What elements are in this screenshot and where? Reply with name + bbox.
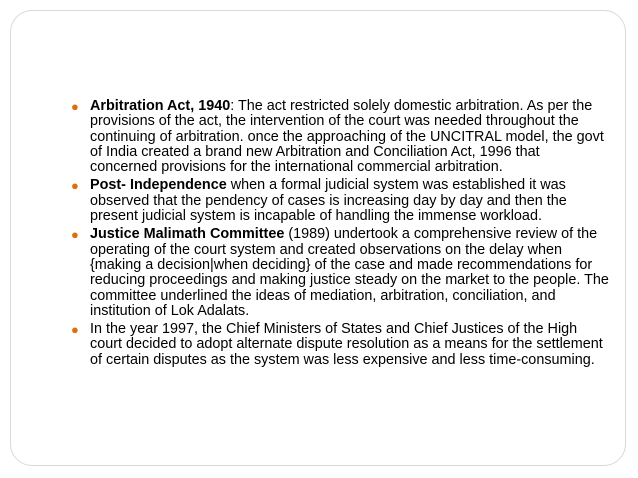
point-term: Post- Independence <box>90 177 227 194</box>
bullet-icon: ● <box>71 227 79 243</box>
bullet-list <box>70 99 610 371</box>
list-item <box>70 322 610 368</box>
point-term: Arbitration Act, 1940 <box>90 98 231 114</box>
bullet-icon: ● <box>71 99 79 114</box>
list-item <box>70 178 610 224</box>
point-text: : The act restricted solely domestic arbitration. As per the provisions of the act, the intervention of the court was needed throughout the continuing of arbitration. once the approaching of the UNCITRAL model, the govt of India created a brand new Arbitration and Conciliation Act, 1996 that concerned provisions for the international commercial arbitration. <box>90 98 604 176</box>
point-text: In the year 1997, the Chief Ministers of States and Chief Justices of the High court decided to adopt alternate dispute resolution as a means for the settlement of certain disputes as the system was less expensive and less time-consuming. <box>90 321 603 368</box>
bullet-icon: ● <box>71 178 79 194</box>
point-term: Justice Malimath Committee <box>90 226 285 243</box>
bullet-icon: ● <box>71 322 79 338</box>
point-text: when a formal judicial system was established it was observed that the pendency of cases is increasing day by day and then the present judicial system is incapable of handling the immense workload. <box>90 177 567 225</box>
list-item <box>70 99 610 175</box>
point-text: (1989) undertook a comprehensive review of the operating of the court system and created observations on the delay when {making a decision|when deciding} of the case and made recommendations for reducing proceedings and making justice steady on the market to the people. The committee underlined the ideas of mediation, arbitration, conciliation, and institution of Lok Adalats. <box>90 226 609 319</box>
list-item <box>70 227 610 319</box>
